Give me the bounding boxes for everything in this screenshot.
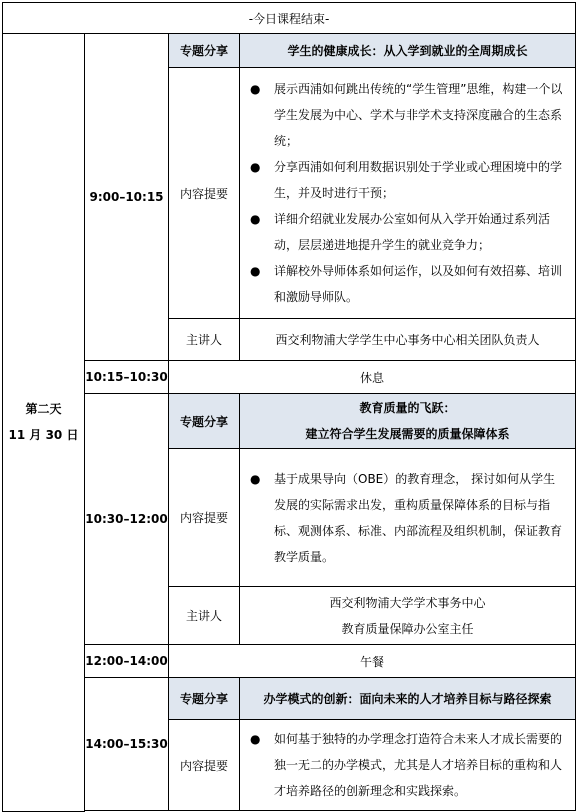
speaker-label: 主讲人 [169,587,240,645]
break-label: 休息 [169,361,576,394]
bullet-item: ● 基于成果导向（OBE）的教育理念， 探讨如何从学生发展的实际需求出发，重构质量保障体系的目标与指标、观测体系、标准、内部流程及组织机制，保证教育教学质量。 [246,466,567,570]
session-title [240,678,576,720]
bullet-item: ● 分享西浦如何利用数据识别处于学业或心理困境中的学生，并及时进行干预； [246,154,567,206]
session-title [240,34,576,68]
break-time: 12:00–14:00 [85,645,169,678]
bullet-list [240,720,575,810]
outline-label: 内容提要 [169,68,240,319]
bullet-item: ● 详解校外导师体系如何运作，以及如何有效招募、培训和激励导师队。 [246,258,567,310]
bullet-dot-icon: ● [250,82,261,96]
day-cell [3,34,85,812]
break-label: 午餐 [169,645,576,678]
bullet-dot-icon: ● [250,264,261,278]
bullet-dot-icon: ● [250,471,261,486]
bullet-item: ● 详细介绍就业发展办公室如何从入学开始通过系列活动，层层递进地提升学生的就业竞争力； [246,206,567,258]
outline-cell [240,68,576,319]
bullet-list [240,70,575,316]
outline-label: 内容提要 [169,449,240,587]
day-date: 11 月 30 日 [8,428,79,443]
speaker-cell [240,319,576,361]
session-time: 14:00–15:30 [85,678,169,811]
speaker-label: 主讲人 [169,319,240,361]
topic-label: 专题分享 [169,394,240,449]
session-time: 9:00–10:15 [85,34,169,361]
session-title-line: 办学模式的创新：面向未来的人才培养目标与路径探索 [263,692,552,706]
bullet-item: ● 展示西浦如何跳出传统的“学生管理”思维，构建一个以学生发展为中心、学术与非学术支持深度融合的生态系统； [246,76,567,154]
session-title [240,394,576,449]
topic-label: 专题分享 [169,678,240,720]
bullet-item: ● 如何基于独特的办学理念打造符合未来人才成长需要的独一无二的办学模式，尤其是人才培养目标的重构和人才培养路径的创新理念和实践探索。 [246,726,567,804]
bullet-dot-icon: ● [250,160,261,174]
banner-end-of-day: -今日课程结束- [3,3,576,34]
outline-cell [240,720,576,811]
bullet-list [240,460,575,576]
outline-cell [240,449,576,587]
break-time: 10:15–10:30 [85,361,169,394]
session-title-line: 建立符合学生发展需要的质量保障体系 [305,427,510,441]
speaker-line: 西交利物浦大学学生中心事务中心相关团队负责人 [275,333,540,347]
outline-label: 内容提要 [169,720,240,811]
speaker-cell [240,587,576,645]
schedule-table [2,2,576,812]
session-title-line: 学生的健康成长：从入学到就业的全周期成长 [287,44,528,58]
bullet-dot-icon: ● [250,212,261,226]
day-label: 第二天 [25,402,62,417]
topic-label: 专题分享 [169,34,240,68]
speaker-line: 西交利物浦大学学术事务中心 [329,595,486,610]
session-title-line: 教育质量的飞跃： [359,401,456,415]
bullet-dot-icon: ● [250,732,261,746]
speaker-line: 教育质量保障办公室主任 [341,621,474,636]
session-time: 10:30–12:00 [85,394,169,645]
